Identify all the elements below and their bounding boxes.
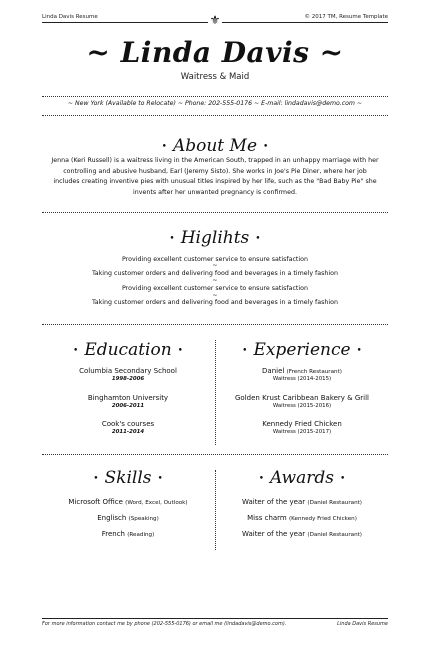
bullet-dot-icon: • <box>242 345 248 356</box>
bullet-dot-icon: • <box>356 345 362 356</box>
divider <box>42 324 388 325</box>
skills-column <box>42 468 214 558</box>
highlight-separator: ~ <box>212 292 218 299</box>
bottom-rule <box>42 618 388 619</box>
award-detail: (Kennedy Fried Chicken) <box>288 516 357 522</box>
award-item <box>216 514 388 522</box>
experience-role: Waitress (2015-2016) <box>272 403 332 409</box>
about-title-text: About Me <box>172 136 258 156</box>
divider <box>42 96 388 97</box>
highlights-title <box>0 228 430 248</box>
experience-item <box>216 394 388 409</box>
highlight-item: Taking customer orders and delivering food and beverages in a timely fashion <box>91 270 338 277</box>
education-item <box>42 367 214 382</box>
education-school: Binghamton University <box>87 394 169 402</box>
experience-title-text: Experience <box>253 340 351 360</box>
education-item <box>42 394 214 409</box>
bullet-dot-icon: • <box>255 233 261 244</box>
experience-employer <box>216 367 388 375</box>
skill-detail: (Word, Excel, Outlook) <box>125 500 188 506</box>
education-item <box>42 420 214 435</box>
experience-role: Waitress (2015-2017) <box>272 429 332 435</box>
header-left-text: Linda Davis Resume <box>42 14 98 20</box>
highlight-separator: ~ <box>212 277 218 284</box>
education-years: 2006-2011 <box>111 403 145 409</box>
experience-column <box>216 340 388 450</box>
footer-right-text: Linda Davis Resume <box>337 621 388 627</box>
footer-contact-text: For more information contact me by phone (202-555-0176) or email me (lindadavis@demo.com). <box>42 621 287 627</box>
experience-employer: Kennedy Fried Chicken <box>262 420 342 428</box>
skill-name: Englisch <box>97 514 127 522</box>
awards-title <box>216 468 388 488</box>
highlight-separator: ~ <box>212 262 218 269</box>
award-name: Waiter of the year <box>241 498 306 506</box>
award-item <box>216 530 388 538</box>
highlight-item: Providing excellent customer service to ensure satisfaction <box>122 285 308 292</box>
education-years: 2011-2014 <box>111 429 145 435</box>
education-title-text: Education <box>84 340 172 360</box>
education-school: Cook's courses <box>101 420 155 428</box>
skill-detail: (Speaking) <box>128 516 159 522</box>
award-detail: (Daniel Restaurant) <box>307 500 362 506</box>
header-right-text: © 2017 TM, Resume Template <box>304 14 388 20</box>
bullet-dot-icon: • <box>73 345 79 356</box>
education-column <box>42 340 214 450</box>
about-paragraph: Jenna (Keri Russell) is a waitress living in the American South, trapped in an unhappy marriage with her controlling and abusive husband, Earl (Jeremy Sisto). She works in Joe's Pie Diner, where her job includes creating inventive pies with unusual titles inspired by her life, such as the "Bad Baby Pie" she invents after her unwanted pregnancy is confirmed. <box>51 157 379 196</box>
job-subtitle: Waitress & Maid <box>180 72 250 82</box>
education-school: Columbia Secondary School <box>79 367 177 375</box>
name-heading: ~ Linda Davis ~ <box>86 36 344 69</box>
award-name: Waiter of the year <box>241 530 306 538</box>
award-detail: (Daniel Restaurant) <box>307 532 362 538</box>
experience-item <box>216 420 388 435</box>
divider <box>42 115 388 116</box>
bullet-dot-icon: • <box>169 233 175 244</box>
skill-item <box>42 530 214 538</box>
fleur-de-lis-icon: ⚜ <box>209 13 221 27</box>
skill-name: French <box>101 530 125 538</box>
bullet-dot-icon: • <box>263 141 269 152</box>
skill-name: Microsoft Office <box>68 498 123 506</box>
award-name: Miss charm <box>247 514 287 522</box>
education-years: 1998-2006 <box>111 376 145 382</box>
skills-title-text: Skills <box>104 468 152 488</box>
skill-item <box>42 498 214 506</box>
bullet-dot-icon: • <box>157 473 163 484</box>
experience-title <box>216 340 388 360</box>
skills-title <box>42 468 214 488</box>
bullet-dot-icon: • <box>161 141 167 152</box>
highlight-item: Taking customer orders and delivering food and beverages in a timely fashion <box>91 299 338 306</box>
experience-role: Waitress (2014-2015) <box>272 376 332 382</box>
bullet-dot-icon: • <box>339 473 346 484</box>
bullet-dot-icon: • <box>258 473 265 484</box>
awards-column <box>216 468 388 558</box>
divider <box>42 212 388 213</box>
award-item <box>216 498 388 506</box>
contact-line: ~ New York (Available to Relocate) ~ Phone: 202-555-0176 ~ E-mail: lindadavis@demo.com ~ <box>67 100 363 107</box>
about-title <box>0 136 430 156</box>
highlights-title-text: Higlihts <box>180 228 250 248</box>
bullet-dot-icon: • <box>93 473 99 484</box>
divider <box>42 454 388 455</box>
education-title <box>42 340 214 360</box>
experience-employer-name: Daniel <box>262 367 285 375</box>
bullet-dot-icon: • <box>177 345 183 356</box>
experience-employer-detail: (French Restaurant) <box>286 369 342 375</box>
experience-employer: Golden Krust Caribbean Bakery & Grill <box>235 394 369 402</box>
skill-item <box>42 514 214 522</box>
highlight-item: Providing excellent customer service to ensure satisfaction <box>122 256 308 263</box>
awards-title-text: Awards <box>270 468 334 488</box>
skill-detail: (Reading) <box>127 532 155 538</box>
experience-item <box>216 367 388 382</box>
